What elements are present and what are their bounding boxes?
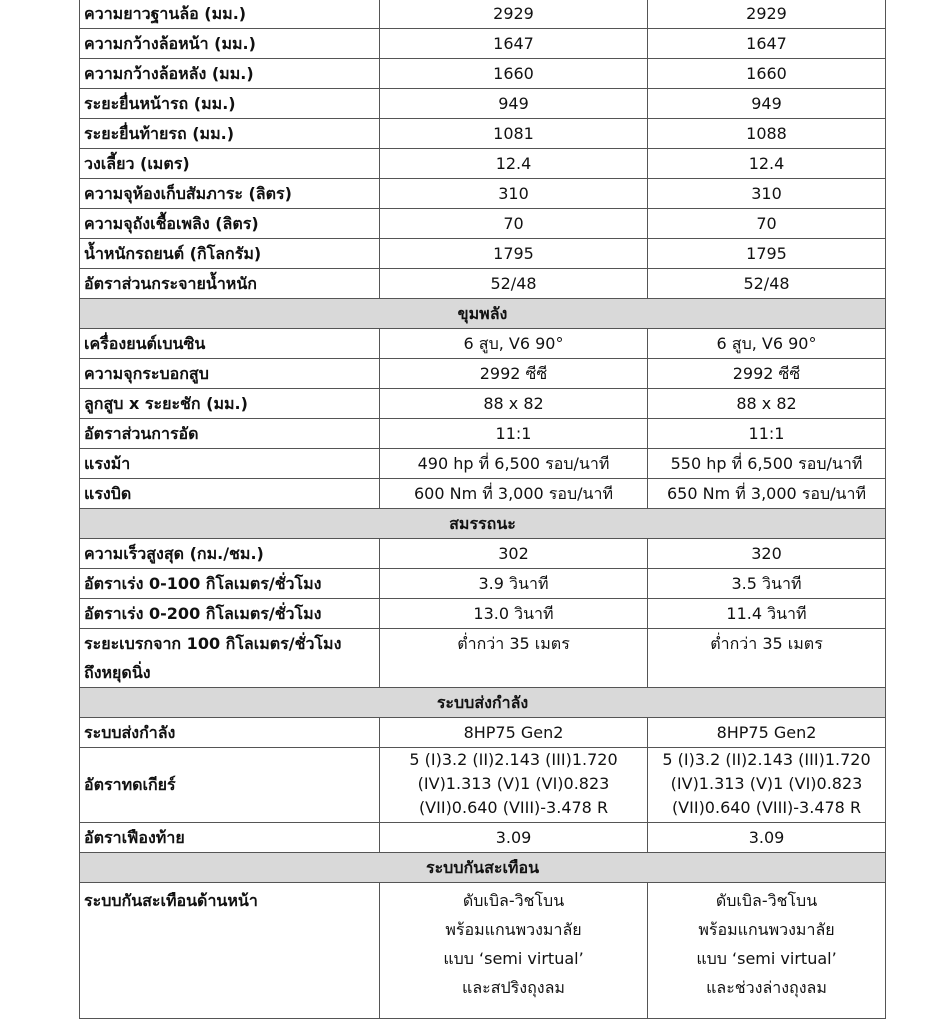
value-col1: 2929 [380, 0, 648, 29]
table-row [80, 239, 886, 269]
value-col1: 6 สูบ, V6 90° [380, 329, 648, 359]
value-col1: 12.4 [380, 149, 648, 179]
table-row [80, 89, 886, 119]
value-col2: 1660 [648, 59, 886, 89]
value-col2: 1647 [648, 29, 886, 59]
row-label: แรงบิด [80, 479, 380, 509]
value-col2: 650 Nm ที่ 3,000 รอบ/นาที [648, 479, 886, 509]
value-col1: 1660 [380, 59, 648, 89]
value-col1: 52/48 [380, 269, 648, 299]
value-col1: 8HP75 Gen2 [380, 718, 648, 748]
value-col2: 52/48 [648, 269, 886, 299]
section-title: ขุมพลัง [80, 299, 886, 329]
value-col2: 1088 [648, 119, 886, 149]
table-row [80, 149, 886, 179]
section-title: ระบบส่งกำลัง [80, 688, 886, 718]
row-label: อัตราเร่ง 0-100 กิโลเมตร/ชั่วโมง [80, 569, 380, 599]
value-col2: 11:1 [648, 419, 886, 449]
table-row [80, 823, 886, 853]
table-row [80, 389, 886, 419]
row-label: น้ำหนักรถยนต์ (กิโลกรัม) [80, 239, 380, 269]
table-row [80, 209, 886, 239]
table-row [80, 479, 886, 509]
value-col1: 3.09 [380, 823, 648, 853]
value-col1: 13.0 วินาที [380, 599, 648, 629]
value-col2: 310 [648, 179, 886, 209]
row-label: อัตราทดเกียร์ [80, 748, 380, 823]
row-label: ความจุถังเชื้อเพลิง (ลิตร) [80, 209, 380, 239]
table-row [80, 59, 886, 89]
value-col2: 320 [648, 539, 886, 569]
value-col1: 70 [380, 209, 648, 239]
value-col2: 550 hp ที่ 6,500 รอบ/นาที [648, 449, 886, 479]
row-label: อัตราส่วนกระจายน้ำหนัก [80, 269, 380, 299]
row-label: อัตราส่วนการอัด [80, 419, 380, 449]
value-col1: 949 [380, 89, 648, 119]
value-col1: 2992 ซีซี [380, 359, 648, 389]
table-row [80, 718, 886, 748]
value-col1: ต่ำกว่า 35 เมตร [380, 629, 648, 688]
section-header-suspension [80, 853, 886, 883]
value-col2: 6 สูบ, V6 90° [648, 329, 886, 359]
value-col2: 70 [648, 209, 886, 239]
value-col2: 11.4 วินาที [648, 599, 886, 629]
table-row [80, 419, 886, 449]
row-label: ความเร็วสูงสุด (กม./ชม.) [80, 539, 380, 569]
row-label: อัตราเร่ง 0-200 กิโลเมตร/ชั่วโมง [80, 599, 380, 629]
value-col2: 12.4 [648, 149, 886, 179]
value-col2: 949 [648, 89, 886, 119]
table-row [80, 179, 886, 209]
value-col1: 490 hp ที่ 6,500 รอบ/นาที [380, 449, 648, 479]
value-col2: 2992 ซีซี [648, 359, 886, 389]
table-row [80, 359, 886, 389]
section-header-transmission [80, 688, 886, 718]
value-col2: 1795 [648, 239, 886, 269]
row-label: ระบบส่งกำลัง [80, 718, 380, 748]
section-title: สมรรถนะ [80, 509, 886, 539]
value-col2: ต่ำกว่า 35 เมตร [648, 629, 886, 688]
value-col1: 5 (I)3.2 (II)2.143 (III)1.720 (IV)1.313 (V)1 (VI)0.823 (VII)0.640 (VIII)-3.478 R [380, 748, 648, 823]
value-col1: 88 x 82 [380, 389, 648, 419]
section-header-performance [80, 509, 886, 539]
row-label: แรงม้า [80, 449, 380, 479]
value-col1: 310 [380, 179, 648, 209]
row-label: ระยะยื่นท้ายรถ (มม.) [80, 119, 380, 149]
table-row [80, 569, 886, 599]
value-col1: 1647 [380, 29, 648, 59]
table-row [80, 329, 886, 359]
table-row [80, 748, 886, 823]
value-col1: 3.9 วินาที [380, 569, 648, 599]
table-row [80, 269, 886, 299]
value-col1: 600 Nm ที่ 3,000 รอบ/นาที [380, 479, 648, 509]
table-row [80, 629, 886, 688]
row-label: ความกว้างล้อหลัง (มม.) [80, 59, 380, 89]
section-header-powertrain [80, 299, 886, 329]
value-col2: 88 x 82 [648, 389, 886, 419]
table-row [80, 539, 886, 569]
row-label: ความยาวฐานล้อ (มม.) [80, 0, 380, 29]
row-label: ความจุห้องเก็บสัมภาระ (ลิตร) [80, 179, 380, 209]
table-row [80, 449, 886, 479]
table-row [80, 0, 886, 29]
value-col1: ดับเบิล-วิชโบน พร้อมแกนพวงมาลัย แบบ ‘semi virtual’ และสปริงถุงลม [380, 883, 648, 1019]
row-label: ระยะยื่นหน้ารถ (มม.) [80, 89, 380, 119]
row-label: อัตราเฟืองท้าย [80, 823, 380, 853]
row-label: ระยะเบรกจาก 100 กิโลเมตร/ชั่วโมง ถึงหยุดนิ่ง [80, 629, 380, 688]
value-col2: 2929 [648, 0, 886, 29]
spec-table [79, 0, 886, 1019]
row-label: ความจุกระบอกสูบ [80, 359, 380, 389]
value-col1: 1795 [380, 239, 648, 269]
table-row [80, 119, 886, 149]
value-col1: 11:1 [380, 419, 648, 449]
row-label: เครื่องยนต์เบนซิน [80, 329, 380, 359]
value-col2: ดับเบิล-วิชโบน พร้อมแกนพวงมาลัย แบบ ‘semi virtual’ และช่วงล่างถุงลม [648, 883, 886, 1019]
section-title: ระบบกันสะเทือน [80, 853, 886, 883]
row-label: ความกว้างล้อหน้า (มม.) [80, 29, 380, 59]
value-col1: 302 [380, 539, 648, 569]
value-col2: 8HP75 Gen2 [648, 718, 886, 748]
value-col2: 3.5 วินาที [648, 569, 886, 599]
value-col1: 1081 [380, 119, 648, 149]
row-label: ระบบกันสะเทือนด้านหน้า [80, 883, 380, 1019]
value-col2: 5 (I)3.2 (II)2.143 (III)1.720 (IV)1.313 (V)1 (VI)0.823 (VII)0.640 (VIII)-3.478 R [648, 748, 886, 823]
value-col2: 3.09 [648, 823, 886, 853]
table-row [80, 599, 886, 629]
table-row [80, 883, 886, 1019]
row-label: วงเลี้ยว (เมตร) [80, 149, 380, 179]
table-row [80, 29, 886, 59]
row-label: ลูกสูบ x ระยะชัก (มม.) [80, 389, 380, 419]
